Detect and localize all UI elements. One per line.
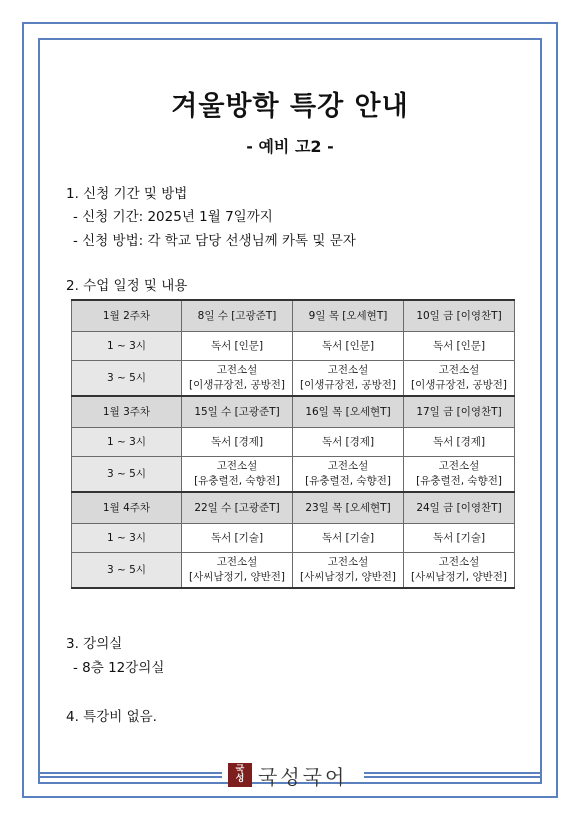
class-cell xyxy=(293,457,404,493)
section-4-heading: 4. 특강비 없음. xyxy=(66,709,157,725)
class-works: [유충렬전, 숙향전] xyxy=(416,475,502,487)
class-subject: 독서 [인문] xyxy=(321,339,375,352)
class-subject: 독서 [기술] xyxy=(432,531,486,544)
table-row xyxy=(72,332,515,361)
logo-text: 국성국어 xyxy=(258,765,348,789)
day-teacher-header: 22일 수 [고광준T] xyxy=(182,492,293,524)
class-cell xyxy=(182,428,293,457)
classroom: - 8층 12강의실 xyxy=(73,660,165,676)
class-subject: 독서 [인문] xyxy=(432,339,486,352)
class-subject: 고전소설 xyxy=(327,364,369,376)
class-works: [이생규장전, 공방전] xyxy=(410,379,507,391)
class-cell xyxy=(404,457,515,493)
week-label: 1월 3주차 xyxy=(72,396,182,428)
class-subject: 독서 [경제] xyxy=(321,435,375,448)
table-row xyxy=(72,524,515,553)
day-teacher-header: 15일 수 [고광준T] xyxy=(182,396,293,428)
class-cell xyxy=(404,553,515,589)
table-row xyxy=(72,457,515,493)
class-cell xyxy=(404,428,515,457)
time-slot: 1 ~ 3시 xyxy=(72,332,182,361)
class-subject: 고전소설 xyxy=(438,556,480,568)
section-3-heading: 3. 강의실 xyxy=(66,636,123,652)
day-teacher-header: 24일 금 [이영찬T] xyxy=(404,492,515,524)
class-cell xyxy=(404,332,515,361)
class-works: [사씨남정기, 양반전] xyxy=(188,571,285,583)
logo-mark-char: 성 xyxy=(235,774,245,784)
class-cell xyxy=(293,428,404,457)
time-slot: 1 ~ 3시 xyxy=(72,428,182,457)
schedule-table xyxy=(71,299,515,589)
day-teacher-header: 23일 목 [오세현T] xyxy=(293,492,404,524)
week-label: 1월 2주차 xyxy=(72,300,182,332)
class-cell xyxy=(404,524,515,553)
class-cell xyxy=(182,524,293,553)
class-subject: 고전소설 xyxy=(438,460,480,472)
apply-period: - 신청 기간: 2025년 1월 7일까지 xyxy=(73,209,273,225)
class-subject: 독서 [기술] xyxy=(321,531,375,544)
time-slot: 3 ~ 5시 xyxy=(72,361,182,397)
table-row xyxy=(72,361,515,397)
class-works: [유충렬전, 숙향전] xyxy=(194,475,280,487)
day-teacher-header: 9일 목 [오세현T] xyxy=(293,300,404,332)
page-title: 겨울방학 특강 안내 xyxy=(171,91,409,122)
apply-method: - 신청 방법: 각 학교 담당 선생님께 카톡 및 문자 xyxy=(73,233,356,249)
class-cell xyxy=(293,524,404,553)
class-works: [유충렬전, 숙향전] xyxy=(305,475,391,487)
class-works: [이생규장전, 공방전] xyxy=(188,379,285,391)
day-teacher-header: 10일 금 [이영찬T] xyxy=(404,300,515,332)
class-cell xyxy=(293,553,404,589)
class-cell xyxy=(182,553,293,589)
table-row xyxy=(72,553,515,589)
day-teacher-header: 17일 금 [이영찬T] xyxy=(404,396,515,428)
class-subject: 고전소설 xyxy=(216,364,258,376)
class-subject: 독서 [경제] xyxy=(432,435,486,448)
class-cell xyxy=(182,457,293,493)
class-works: [사씨남정기, 양반전] xyxy=(410,571,507,583)
class-subject: 고전소설 xyxy=(327,556,369,568)
class-subject: 독서 [기술] xyxy=(210,531,264,544)
week-header-row xyxy=(72,396,515,428)
class-subject: 고전소설 xyxy=(216,556,258,568)
day-teacher-header: 16일 목 [오세현T] xyxy=(293,396,404,428)
week-label: 1월 4주차 xyxy=(72,492,182,524)
page-subtitle: - 예비 고2 - xyxy=(246,137,334,156)
footer-line-right xyxy=(364,772,542,778)
day-teacher-header: 8일 수 [고광준T] xyxy=(182,300,293,332)
class-subject: 고전소설 xyxy=(216,460,258,472)
table-row xyxy=(72,428,515,457)
time-slot: 1 ~ 3시 xyxy=(72,524,182,553)
class-works: [이생규장전, 공방전] xyxy=(299,379,396,391)
logo-icon xyxy=(228,763,252,787)
class-cell xyxy=(293,361,404,397)
time-slot: 3 ~ 5시 xyxy=(72,553,182,589)
class-subject: 고전소설 xyxy=(327,460,369,472)
class-cell xyxy=(182,332,293,361)
time-slot: 3 ~ 5시 xyxy=(72,457,182,493)
class-subject: 독서 [인문] xyxy=(210,339,264,352)
footer-line-left xyxy=(38,772,222,778)
class-cell xyxy=(182,361,293,397)
class-subject: 독서 [경제] xyxy=(210,435,264,448)
week-header-row xyxy=(72,300,515,332)
class-cell xyxy=(293,332,404,361)
section-2-heading: 2. 수업 일정 및 내용 xyxy=(66,278,188,294)
logo-mark-char: 국 xyxy=(235,765,245,775)
class-subject: 고전소설 xyxy=(438,364,480,376)
week-header-row xyxy=(72,492,515,524)
class-cell xyxy=(404,361,515,397)
class-works: [사씨남정기, 양반전] xyxy=(299,571,396,583)
section-1-heading: 1. 신청 기간 및 방법 xyxy=(66,186,188,202)
